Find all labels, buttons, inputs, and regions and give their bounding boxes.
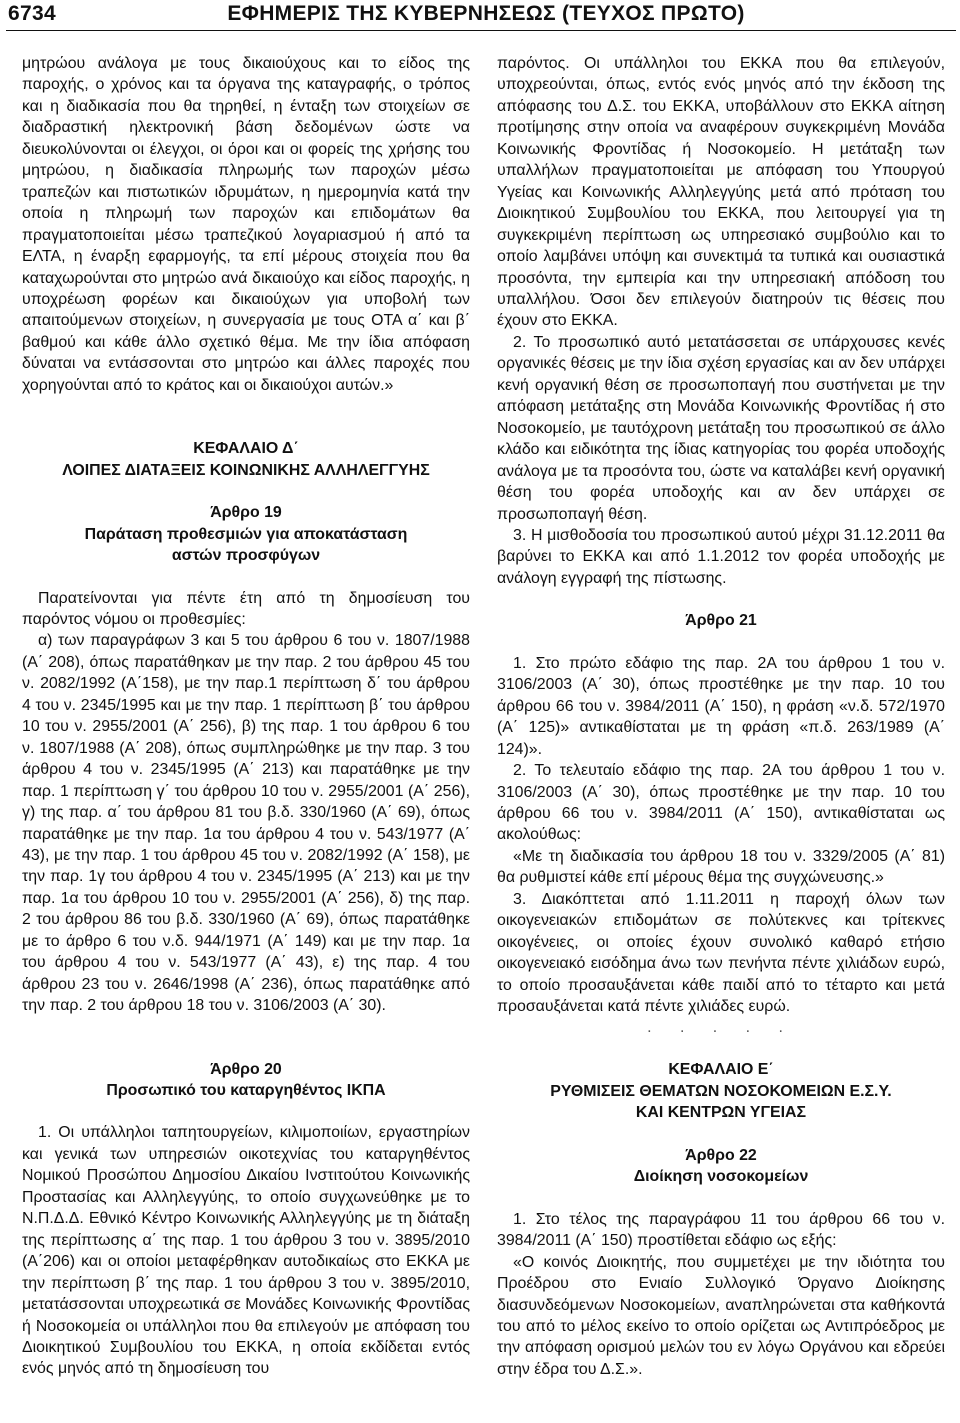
article-21-quote: «Με τη διαδικασία του άρθρου 18 του ν. 3329/2005 (Α΄ 81) θα ρυθμιστεί κάθε επί μέρους θέμα της συγχώνευσης.» (497, 847, 945, 887)
section-dots: . . . . . (647, 1019, 795, 1037)
article-19-title-2: αστών προσφύγων (171, 547, 321, 565)
intro-paragraph: μητρώου ανάλογα με τους δικαιούχους και το είδος της παροχής, ο χρόνος και τα όργανα της καταγραφής, ο τρόπος και η διαδικασία που θα τηρηθεί, η ένταξη των στοιχείων σε διαδραστική ηλεκτρονική βάση δεδομένων ώστε να διευκολύνονται οι έλεγχοι, οι όροι και οι φορείς της χρήσης του μητρώου, η διαδικασία πληρωμής των παροχών μέσω τραπεζών και πιστωτικών ιδρυμάτων, η ημερομηνία κατά την οποία η πληρωμή των παροχών και επιδομάτων θα πραγματοποιείται μέσω τραπεζικού λογαριασμού ή από τα ΕΛΤΑ, η έναρξη εφαρμογής, τα επί μέρους στοιχεία που θα καταχωρούνται στο μητρώο ανά δικαιούχο και είδος παροχής, η υποχρέωση φορέων και δικαιούχων για υποβολή των απαιτούμενων στοιχείων, η συνεργασία με τους ΟΤΑ α΄ και β΄ βαθμού και κάθε άλλο σχετικό θέμα. Με την ίδια απόφαση δύναται να εντάσσονται στο μητρώο και άλλες παροχές που χορηγούνται από το κράτος και οι δικαιούχοι αυτών.» (22, 55, 470, 394)
article-19-paragraph-2: α) των παραγράφων 3 και 5 του άρθρου 6 του ν. 1807/1988 (Α΄ 208), όπως παρατάθηκαν με την παρ. 2 του άρθρου 45 του ν. 2082/1992 (Α΄158), με την παρ.1 περίπτωση δ΄ του άρθρου 4 του ν. 2345/1995 και με την παρ. 1 περίπτωση β΄ του άρθρου 10 του ν. 2955/2001 (Α΄ 256), β) της παρ. 1 του άρθρου 6 του ν. 1807/1988 (Α΄ 208), όπως συμπληρώθηκε με την παρ. 3 του άρθρου 4 του ν. 2345/1995 (Α΄ 213) και παρατάθηκε με την παρ. 1 περίπτωση γ΄ του άρθρου 10 του ν. 2955/2001 (Α΄ 256), γ) της παρ. α΄ του άρθρου 81 του β.δ. 330/1960 (Α΄ 69), όπως παρατάθηκε με την παρ. 1α του άρθρου 4 του ν. 543/1977 (Α΄ 43), με την παρ. 1 του άρθρου 45 του ν. 2082/1992 (Α΄ 158), με την παρ. 1γ του άρθρου 4 του ν. 2345/1995 (Α΄ 213) και με την παρ. 1α του άρθρου 10 του ν. 2955/2001 (Α΄ 256), δ) της παρ. 2 του άρθρου 86 του β.δ. 330/1960 (Α΄ 69), όπως παρατάθηκε με το άρθρο 6 του ν.δ. 944/1971 (Α΄ 149) και με την παρ. 1α του άρθρου 4 του ν. 543/1977 (Α΄ 43), ε) της παρ. 4 του άρθρου 23 του ν. 2646/1998 (Α΄ 236), όπως παρατάθηκε από την παρ. 2 του άρθρου 18 του ν. 3106/2003 (Α΄ 30). (22, 632, 470, 1015)
continued-paragraph: παρόντος. Οι υπάλληλοι του ΕΚΚΑ που θα επιλεγούν, υποχρεούνται, όπως, εντός ενός μηνός από την έκδοση της απόφασης του Δ.Σ. του ΕΚΚΑ, υποβάλλουν στο ΕΚΚΑ αίτηση προτίμησης στην οποία να αναφέρουν συγκεκριμένη Μονάδα Κοινωνικής Φροντίδας ή Νοσοκομείο. Η μετάταξη των υπαλλήλων πραγματοποιείται με απόφαση του Υπουργού Υγείας και Κοινωνικής Αλληλεγγύης μετά από πρόταση του Διοικητικού Συμβουλίου του ΕΚΚΑ, που λειτουργεί για τη συγκεκριμένη περίπτωση ως υπηρεσιακό συμβούλιο και το οποίο λαμβάνει υπόψη και συνεκτιμά τα τυπικά και ουσιαστικά προσόντα, την εμπειρία και την υπηρεσιακή απόδοση του υπαλλήλου. Όσοι δεν επιλεγούν διατηρούν τις θέσεις που έχουν στο ΕΚΚΑ. (497, 55, 945, 330)
article-22-quote: «Ο κοινός Διοικητής, που συμμετέχει με την ιδιότητα του Προέδρου στο Ενιαίο Συλλογικό Όργανο Διοίκησης διασυνδεόμενων Νοσοκομείων, αναπληρώνεται στα καθήκοντά του από το μέλος εκείνο το οποίο ορίζεται ως Αντιπρόεδρος με την απόφαση ορισμού μελών του εν λόγω Οργάνου και εδρεύει στην έδρα του Δ.Σ.». (497, 1253, 945, 1378)
chapter-e-title-2: ΚΑΙ ΚΕΝΤΡΩΝ ΥΓΕΙΑΣ (635, 1104, 807, 1122)
article-21-paragraph-2: 2. Το τελευταίο εδάφιο της παρ. 2Α του άρθρου 1 του ν. 3106/2003 (Α΄ 30), όπως προστέθηκε με την παρ. 10 του άρθρου 66 του ν. 3984/2011 (Α΄ 150), αντικαθίσταται ως ακολούθως: (497, 762, 945, 844)
article-22-label: Άρθρο 22 (685, 1146, 757, 1164)
article-22-title: Διοίκηση νοσοκομείων (633, 1168, 809, 1186)
article-21-paragraph-1: 1. Στο πρώτο εδάφιο της παρ. 2Α του άρθρου 1 του ν. 3106/2003 (Α΄ 30), όπως προστέθηκε με την παρ. 10 του άρθρου 66 του ν. 3984/2011 (Α΄ 150), η φράση «ν.δ. 572/1970 (Α΄ 125)» αντικαθίσταται με τη φράση «π.δ. 263/1989 (Α΄ 124)». (497, 654, 945, 758)
article-19-title-1: Παράταση προθεσμιών για αποκατάσταση (84, 525, 408, 543)
header-rule (6, 30, 956, 31)
article-21-label: Άρθρο 21 (685, 612, 757, 630)
right-column (497, 53, 945, 1380)
article-20-paragraph-2: 2. Το προσωπικό αυτό μετατάσσεται σε υπάρχουσες κενές οργανικές θέσεις με την ίδια σχέση εργασίας και αν δεν υπάρχει κενή οργανική θέση σε προσωποπαγή που συστήνεται με την απόφαση μετάταξης στη Μονάδα Κοινωνικής Φροντίδας ή στο Νοσοκομείο, με ταυτόχρονη μετάταξη του προσωπικού σε άλλο κλάδο και ειδικότητα της ίδιας κατηγορίας του φορέα υποδοχής ανάλογα με τα προσόντα του, ώστε να καταλάβει κενή οργανική θέση του φορέα υποδοχής και αν δεν υπάρχει σε προσωποπαγή θέση. (497, 333, 945, 523)
article-20-label: Άρθρο 20 (210, 1060, 282, 1078)
chapter-d-title: ΛΟΙΠΕΣ ΔΙΑΤΑΞΕΙΣ ΚΟΙΝΩΝΙΚΗΣ ΑΛΛΗΛΕΓΓΥΗΣ (62, 461, 430, 479)
gazette-title: ΕΦΗΜΕΡΙΣ ΤΗΣ ΚΥΒΕΡΝΗΣΕΩΣ (ΤΕΥΧΟΣ ΠΡΩΤΟ) (227, 2, 745, 25)
article-19-label: Άρθρο 19 (210, 504, 282, 522)
article-20-paragraph-1: 1. Οι υπάλληλοι ταπητουργείων, κιλιμοποιίων, εργαστηρίων και γενικά των υπηρεσιών οικοτεχνίας του καταργηθέντος Νομικού Προσώπου Δημοσίου Δικαίου Ινστιτούτου Κοινωνικής Προστασίας και Αλληλεγγύης, το οποίο συγχωνεύθηκε με το Ν.Π.Δ.Δ. Εθνικό Κέντρο Κοινωνικής Αλληλεγγύης με τη διάταξη της περίπτωσης α΄ της παρ. 1 του άρθρου 3 του ν. 3895/2010 (Α΄206) και οι οποίοι μεταφέρθηκαν αυτοδικαίως στο ΕΚΚΑ με την περίπτωση β΄ της παρ. 1 του άρθρου 3 του ν. 3895/2010, μετατάσσονται υποχρεωτικά σε Μονάδες Κοινωνικής Φροντίδας ή Νοσοκομεία οι υπάλληλοι που θα επιλεγούν με απόφαση του Διοικητικού Συμβουλίου του ΕΚΚΑ, η οποία εκδίδεται εντός ενός μηνός από τη δημοσίευση του (22, 1124, 470, 1378)
article-21-paragraph-3: 3. Διακόπτεται από 1.11.2011 η παροχή όλων των οικογενειακών επιδομάτων σε πολύτεκνες και τρίτεκνες οικογένειες, οι οποίες έχουν συνολικό καθαρό ετήσιο οικογενειακό εισόδημα άνω των πενήντα πέντε χιλιάδων ευρώ, το οποίο προσαυξάνεται κάθε παιδί από το τέταρτο και μετά προσαυξάνεται κατά πέντε χιλιάδες ευρώ. (497, 890, 945, 1016)
chapter-e-label: ΚΕΦΑΛΑΙΟ Ε΄ (668, 1061, 774, 1079)
chapter-e-title-1: ΡΥΘΜΙΣΕΙΣ ΘΕΜΑΤΩΝ ΝΟΣΟΚΟΜΕΙΩΝ Ε.Σ.Υ. (550, 1082, 892, 1100)
chapter-d-label: ΚΕΦΑΛΑΙΟ Δ΄ (193, 440, 299, 458)
article-19-paragraph-1: Παρατείνονται για πέντε έτη από τη δημοσίευση του παρόντος νόμου οι προθεσμίες: (22, 589, 470, 628)
page-number: 6734 (8, 2, 56, 25)
article-22-paragraph-1: 1. Στο τέλος της παραγράφου 11 του άρθρου 66 του ν. 3984/2011 (Α΄ 150) προστίθεται εδάφιο ως εξής: (497, 1210, 945, 1250)
page-header (0, 0, 960, 30)
article-20-paragraph-3: 3. Η μισθοδοσία του προσωπικού αυτού μέχρι 31.12.2011 θα βαρύνει το ΕΚΚΑ και από 1.1.2012 τον φορέα υποδοχής με ανάλογη εγγραφή της πίστωσης. (497, 526, 945, 587)
left-column (22, 53, 470, 1380)
article-20-title: Προσωπικό του καταργηθέντος ΙΚΠΑ (106, 1082, 386, 1100)
